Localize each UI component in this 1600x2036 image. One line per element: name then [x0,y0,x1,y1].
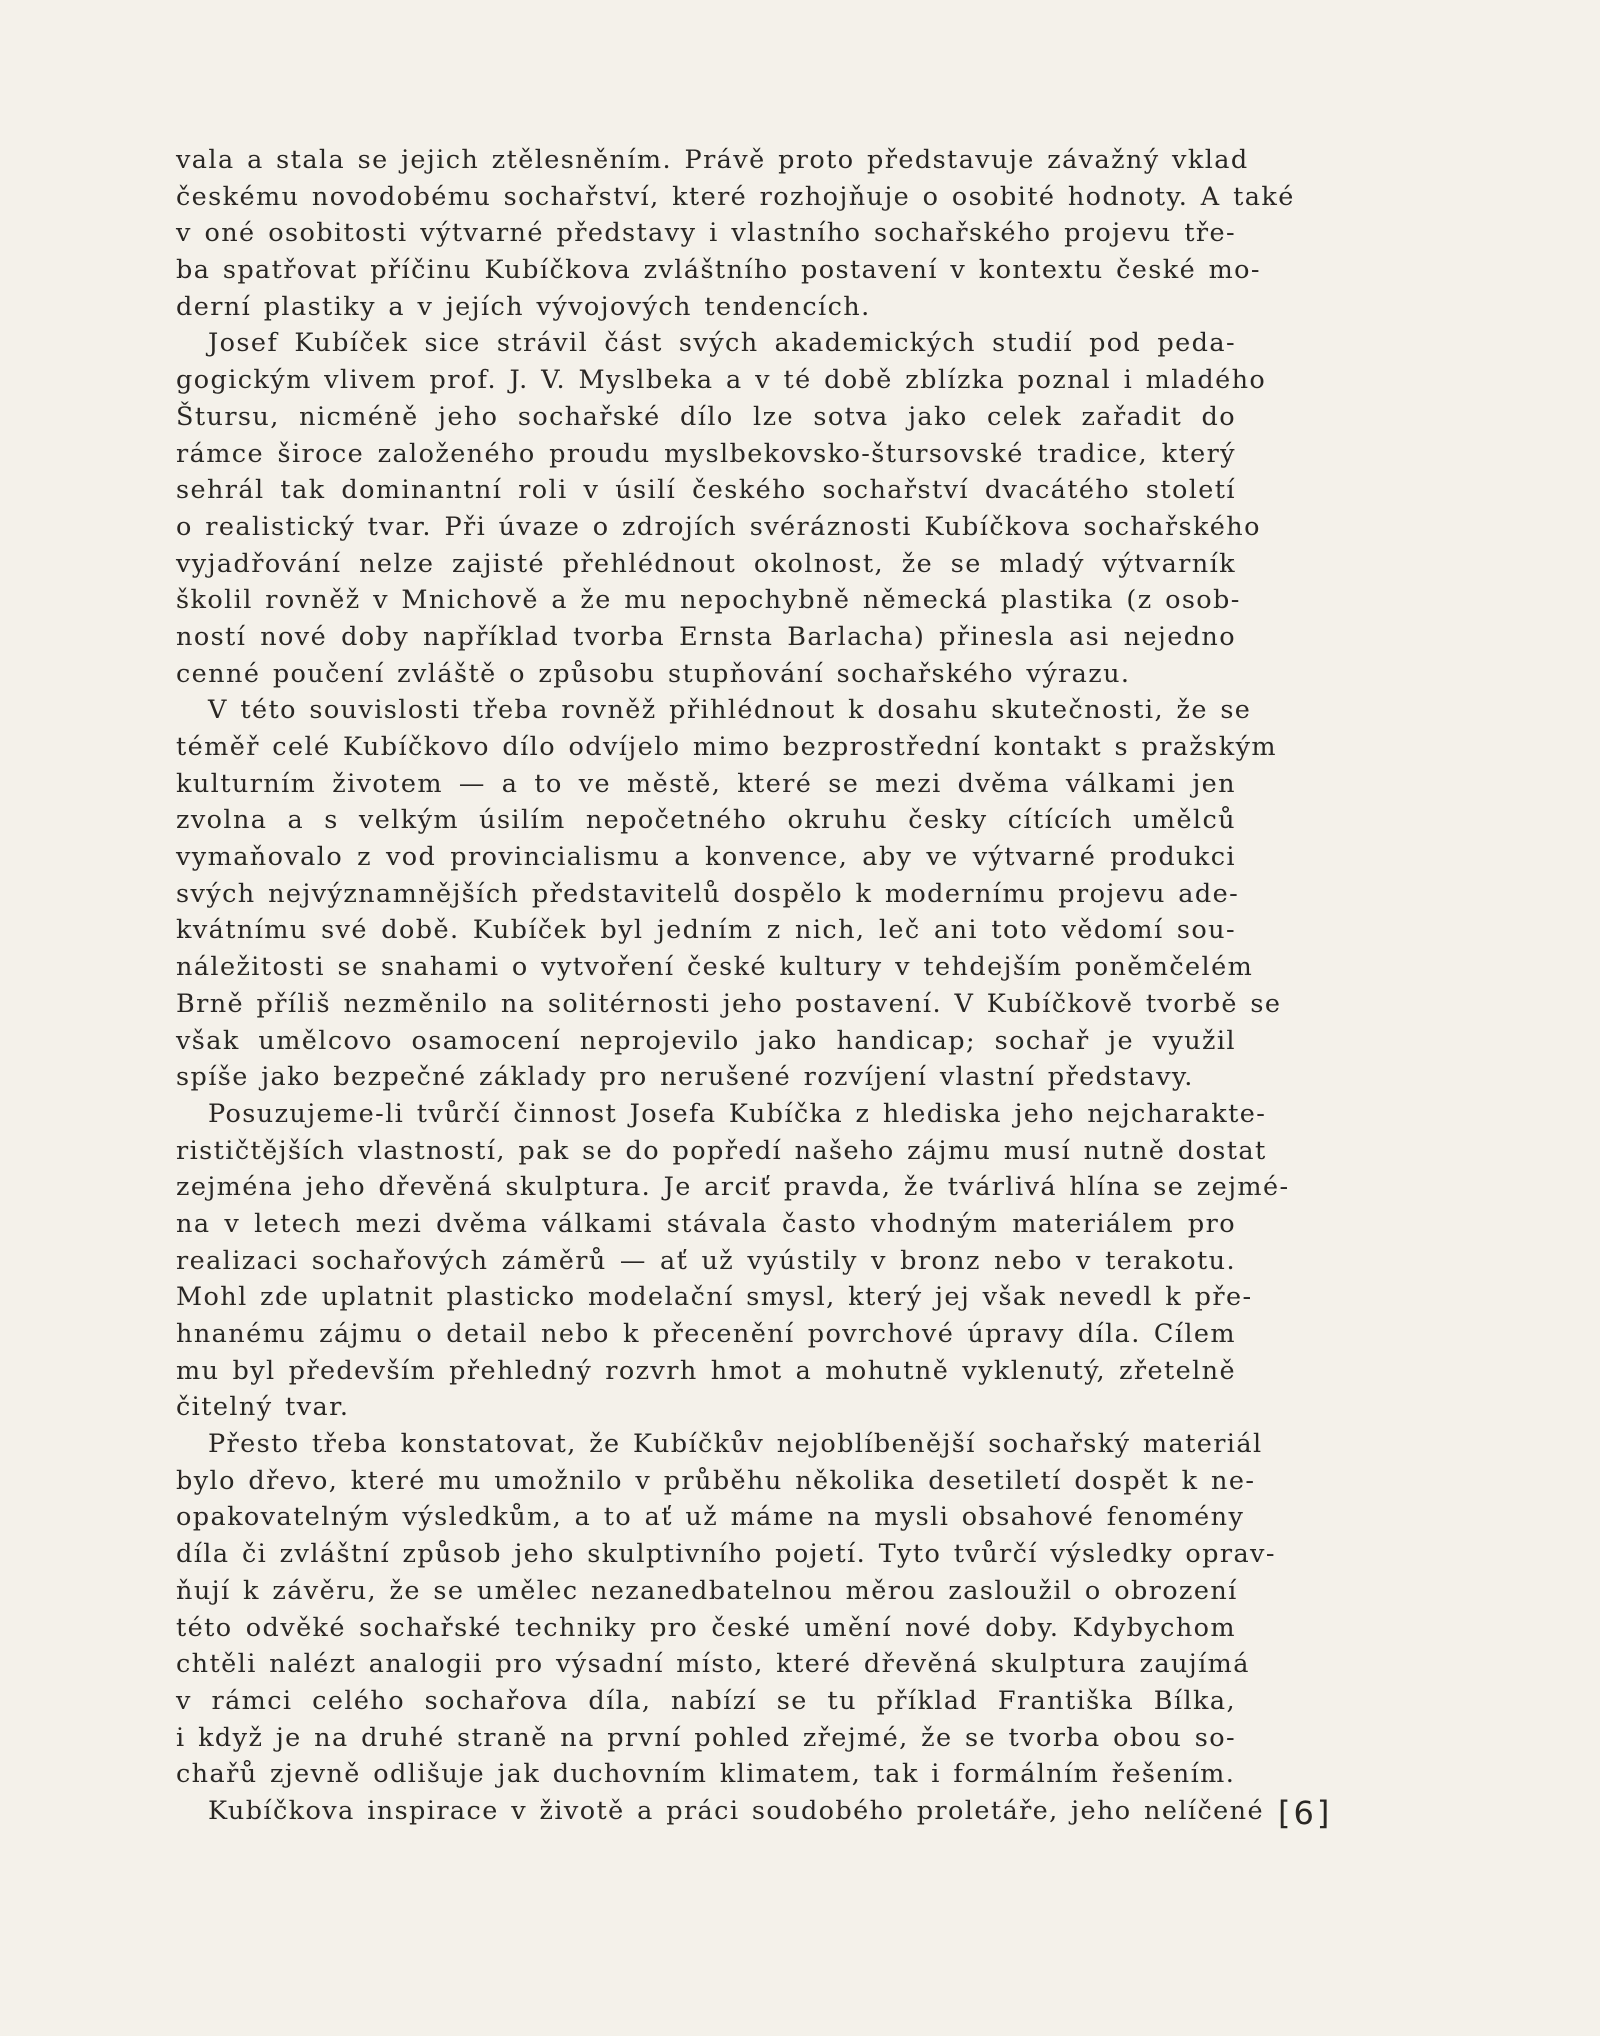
text-line: Kubíčkova inspirace v životě a práci soudobého proletáře, jeho nelíčené [208,1795,1264,1826]
text-line: bylo dřevo, které mu umožnilo v průběhu několika desetiletí dospět k ne- [176,1465,1256,1496]
text-line: ností nové doby například tvorba Ernsta Barlacha) přinesla asi nejedno [176,621,1236,652]
text-line: českému novodobému sochařství, které rozhojňuje o osobité hodnoty. A také [176,181,1295,212]
text-line: hnanému zájmu o detail nebo k přecenění povrchové úpravy díla. Cílem [176,1319,1236,1349]
text-line: vyjadřování nelze zajisté přehlédnout okolnost, že se mladý výtvarník [176,548,1236,579]
text-line: vymaňovalo z vod provincialismu a konvence, aby ve výtvarné produkci [176,842,1236,873]
text-line: chtěli nalézt analogii pro výsadní místo, které dřevěná skulptura zaujímá [176,1649,1250,1680]
text-line: derní plastiky a v jejích vývojových tendencích. [176,291,871,322]
paragraph [176,1096,1290,1426]
text-line: o realistický tvar. Při úvaze o zdrojích svéráznosti Kubíčkova sochařského [176,511,1261,542]
text-line: V této souvislosti třeba rovněž přihlédnout k dosahu skutečnosti, že se [208,695,1252,726]
text-line: cenné poučení zvláště o způsobu stupňování sochařského výrazu. [176,658,1131,689]
text-line: Josef Kubíček sice strávil část svých akademických studií pod peda- [208,328,1236,359]
paragraph [176,692,1282,1096]
paragraph [176,325,1267,692]
text-line: chařů zjevně odlišuje jak duchovním klimatem, tak i formálním řešením. [176,1759,1236,1790]
text-line: svých nejvýznamnějších představitelů dospělo k modernímu projevu ade- [176,878,1240,909]
text-line: realizaci sochařových záměrů — ať už vyústily v bronz nebo v terakotu. [176,1245,1236,1276]
text-line: gogickým vlivem prof. J. V. Myslbeka a v té době zblízka poznal i mladého [176,365,1267,396]
paragraph [176,1793,1264,1830]
text-line: i když je na druhé straně na první pohled zřejmé, že se tvorba obou so- [176,1722,1236,1753]
text-line: ňují k závěru, že se umělec nezanedbatelnou měrou zasloužil o obrození [176,1575,1238,1606]
text-line: Posuzujeme-li tvůrčí činnost Josefa Kubíčka z hlediska jeho nejcharakte- [208,1098,1267,1129]
text-line: ba spatřovat příčinu Kubíčkova zvláštního postavení v kontextu české mo- [176,255,1261,286]
text-line: náležitosti se snahami o vytvoření české kultury v tehdejším poněmčelém [176,952,1254,983]
text-line: díla či zvláštní způsob jeho skulptivního pojetí. Tyto tvůrčí výsledky oprav- [176,1539,1276,1570]
text-line: opakovatelným výsledkům, a to ať už máme na mysli obsahové fenomény [176,1502,1245,1533]
text-line: Přesto třeba konstatovat, že Kubíčkův nejoblíbenější sochařský materiál [208,1429,1263,1460]
text-line: rámce široce založeného proudu myslbekovsko-štursovské tradice, který [176,438,1236,469]
text-line: sehrál tak dominantní roli v úsilí českého sochařství dvacátého století [176,475,1236,506]
text-line: školil rovněž v Mnichově a že mu nepochybně německá plastika (z osob- [176,585,1241,616]
text-line: čitelný tvar. [176,1392,350,1423]
text-line: vala a stala se jejich ztělesněním. Právě proto představuje závažný vklad [176,145,1249,175]
text-line: kulturním životem — a to ve městě, které se mezi dvěma válkami jen [176,768,1236,799]
text-line: spíše jako bezpečné základy pro nerušené rozvíjení vlastní představy. [176,1062,1194,1093]
text-line: zejména jeho dřevěná skulptura. Je arciť pravda, že tvárlivá hlína se zejmé- [176,1172,1290,1203]
text-line: téměř celé Kubíčkovo dílo odvíjelo mimo bezprostřední kontakt s pražským [176,732,1277,762]
text-line: zvolna a s velkým úsilím nepočetného okruhu česky cítících umělců [176,805,1236,836]
body-text [176,142,1295,1830]
page-number: [6] [1278,1794,1333,1832]
text-line: Štursu, nicméně jeho sochařské dílo lze sotva jako celek zařadit do [176,401,1236,432]
text-line: kvátnímu své době. Kubíček byl jedním z nich, leč ani toto vědomí sou- [176,915,1236,946]
text-line: v rámci celého sochařova díla, nabízí se tu příklad Františka Bílka, [176,1685,1236,1716]
text-line: Mohl zde uplatnit plasticko modelační smysl, který jej však nevedl k pře- [176,1282,1253,1313]
paragraph [176,1426,1276,1793]
text-line: však umělcovo osamocení neprojevilo jako handicap; sochař je využil [176,1025,1236,1056]
text-line: této odvěké sochařské techniky pro české umění nové doby. Kdybychom [176,1612,1236,1643]
text-line: rističtějších vlastností, pak se do popředí našeho zájmu musí nutně dostat [176,1135,1267,1166]
text-line: mu byl především přehledný rozvrh hmot a mohutně vyklenutý, zřetelně [176,1355,1236,1386]
text-line: v oné osobitosti výtvarné představy i vlastního sochařského projevu tře- [176,218,1236,249]
text-line: na v letech mezi dvěma válkami stávala často vhodným materiálem pro [176,1208,1236,1239]
text-line: Brně příliš nezměnilo na solitérnosti jeho postavení. V Kubíčkově tvorbě se [176,988,1282,1019]
paragraph [176,142,1295,325]
